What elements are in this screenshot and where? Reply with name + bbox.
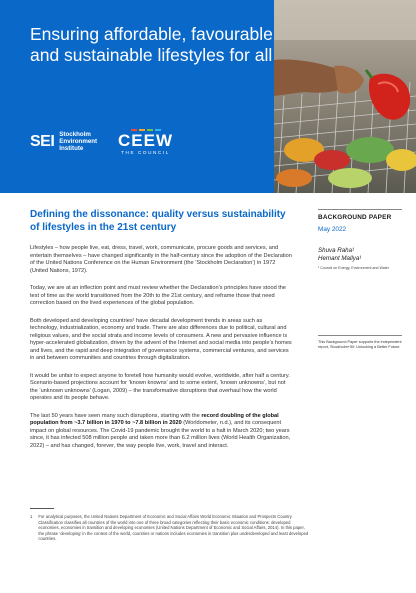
body-paragraph-last: The last 50 years have seen many such disruptions, starting with the record doubling of the global population from ~3.7 billion in 1970 to ~7.8 billion in 2020 (Worldometer, n.d.), and its consequent impact on global resources. The Covid-19 pandemic brought the world to a halt in March 2020; two years since, it has infected 508 million people and taken more than 6.2 million lives (World Health Organization, 2022) – and has changed, forever, the way people live, work, travel and interact. — [30, 412, 291, 449]
grocery-cart-image — [274, 0, 416, 193]
sei-logo-mark: SEI — [30, 132, 55, 150]
cover-photo — [274, 0, 416, 193]
body-paragraph: It would be unfair to expect anyone to foretell how humanity would evolve, worldwide, after half a century. Scenario-based projections account for ‘known knowns’ and to some extent, ‘known unknowns’, but not the ‘unknown unknowns’ (Logan, 2009) – the transformative disruptions that overhaul how the world operates and its people behave. — [30, 372, 290, 401]
ceew-logo — [118, 129, 173, 155]
sidebar — [318, 209, 402, 349]
ceew-logo-sub: THE COUNCIL — [121, 150, 170, 155]
footnote-divider — [30, 508, 54, 509]
sidebar-note — [318, 335, 402, 350]
author-name: Shuva Raha¹ — [318, 247, 355, 254]
ceew-logo-mark: CEEW — [118, 131, 173, 150]
author-list — [318, 247, 402, 263]
sidebar-rule — [318, 209, 402, 210]
paper-type-label: BACKGROUND PAPER — [318, 214, 392, 221]
sidebar-note-rule — [318, 335, 402, 336]
body-paragraph: Today, we are at an inflection point and must review whether the Declaration’s principles have stood the test of time as the world transitioned from the 20th to the 21st century, and reframe those that need correction based on the lived experiences of the global population. — [30, 285, 287, 306]
main-content — [30, 209, 292, 460]
sidebar-note-text: This Background Paper supports the independent report, Stockholm+50: Unlocking a Better Future. — [318, 340, 402, 349]
highlight-text: record doubling of the global population from ~3.7 billion in 1970 to ~7.8 billion in 2020 — [30, 412, 279, 426]
sei-logo — [30, 131, 97, 152]
author-affiliation: ¹ Council on Energy, Environment and Water — [318, 266, 389, 270]
sei-logo-text: Stockholm Environment Institute — [59, 131, 98, 152]
footnote-marker: 1 — [30, 514, 33, 519]
footnote-text: For analytical purposes, the United Nations Department of Economic and Social Affairs World Economic Situation and Prospects Country Classification classifies all countries of the world into one of three broad categories reflecting their basic economic conditions: developed economies, economies in transition and developing economies (United Nations Department of Economic and Social Affairs, 2014). In this paper, the phrase ‘developing’ in the context of the world, countries or nations includes economies in transition plus underdeveloped and least developed countries. — [38, 514, 309, 542]
page-title: Ensuring affordable, favourable and sustainable lifestyles for all — [30, 24, 273, 65]
body-paragraph: Both developed and developing countries¹ have decadal development trends in areas such as technology, industrialization, economy and trade. There are also differences due to political, cultural and religious values, and the social strata and income levels of consumers. A new and pervasive influence is hyper-accelerated globalization, driven by the advent of the Internet and social media into people’s homes and lives, and the rapid and deep integration of governance systems, commercial ventures, and services in and between communities and countries through digitalization. — [30, 317, 292, 361]
section-heading: Defining the dissonance: quality versus sustainability of lifestyles in the 21st century — [30, 209, 286, 233]
publication-date: May 2022 — [318, 226, 347, 233]
author-name: Hemant Mallya¹ — [318, 255, 362, 262]
body-paragraph: Lifestyles – how people live, eat, dress, travel, work, communicate, procure goods and services, and entertain themselves – have changed significantly in the half-century since the adoption of the Declaration of the United Nations Conference on the Human Environment (the ‘Stockholm Declaration’) in 1972 (United Nations, 1972). — [30, 245, 292, 274]
footnote — [30, 514, 310, 542]
